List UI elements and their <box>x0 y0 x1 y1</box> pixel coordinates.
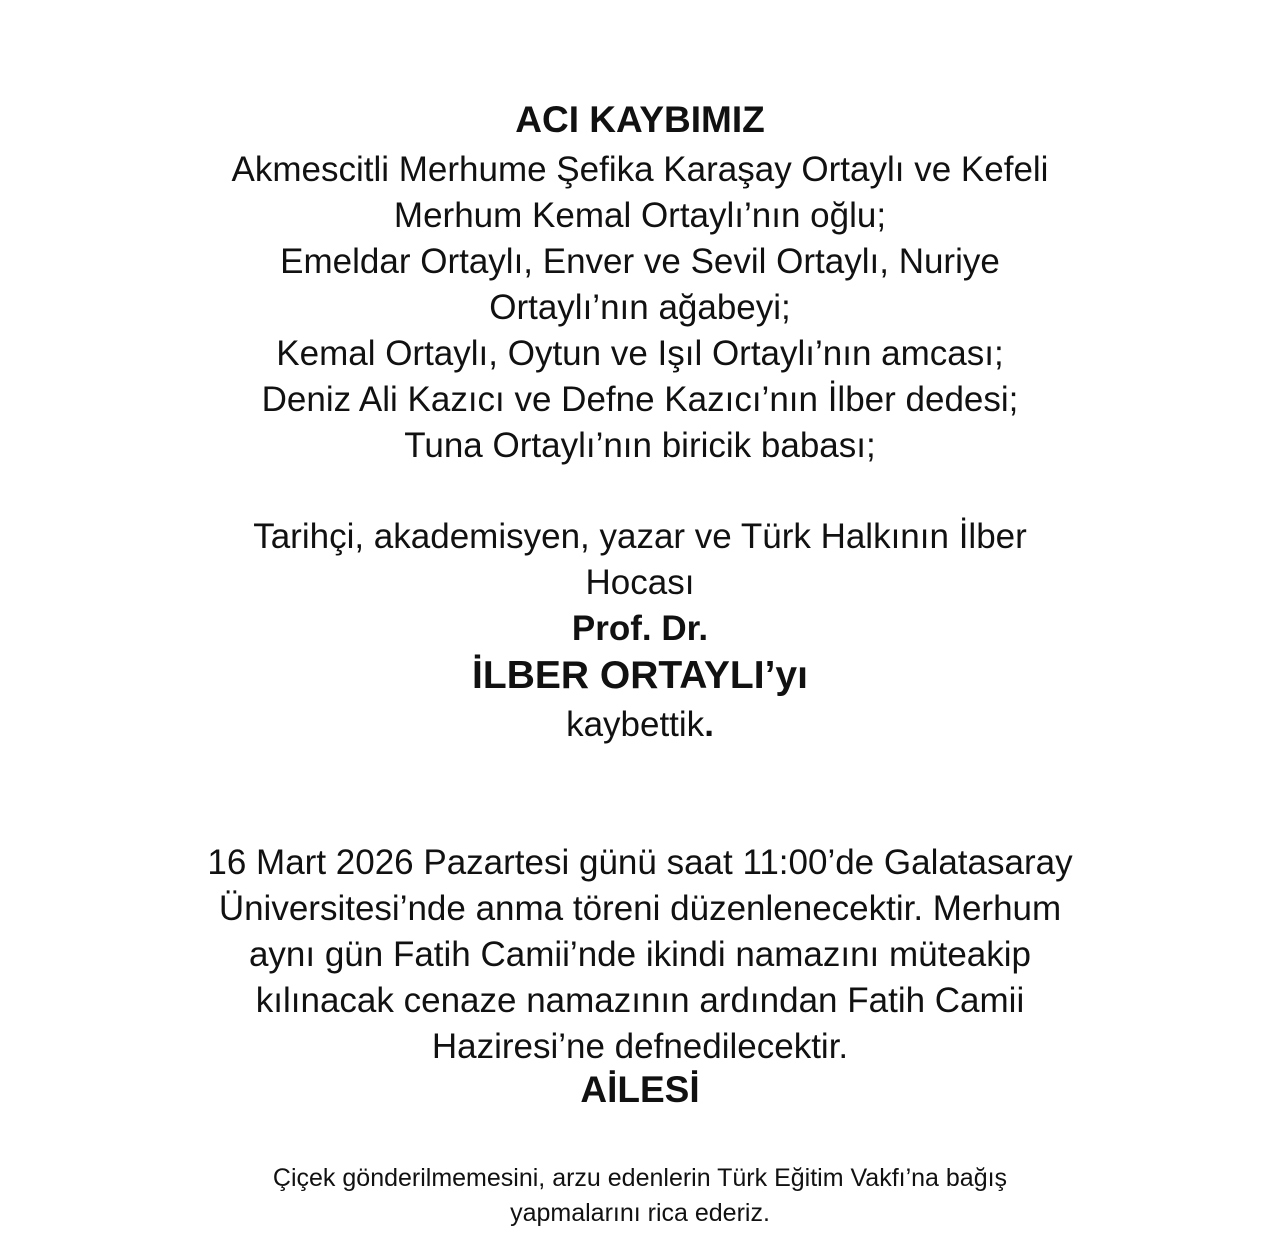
lost-text <box>0 705 1280 745</box>
ceremony-line: Üniversitesi’nde anma töreni düzenlenecektir. Merhum <box>218 889 1062 928</box>
honorific: Prof. Dr. <box>571 609 709 648</box>
description-line: Hocası <box>585 563 695 602</box>
family-line: Tuna Ortaylı’nın biricik babası; <box>404 426 876 465</box>
ceremony-line: aynı gün Fatih Camii’nde ikindi namazını müteakip <box>248 935 1032 974</box>
ceremony-line: 16 Mart 2026 Pazartesi günü saat 11:00’de Galatasaray <box>207 843 1073 882</box>
footnote-line: Çiçek gönderilmemesini, arzu edenlerin Türk Eğitim Vakfı’na bağış <box>272 1164 1008 1192</box>
lost-word: kaybettik <box>566 705 705 744</box>
signature: AİLESİ <box>580 1069 700 1110</box>
family-line: Merhum Kemal Ortaylı’nın oğlu; <box>393 196 887 235</box>
ceremony-line: Haziresi’ne defnedilecektir. <box>431 1027 849 1066</box>
family-line: Emeldar Ortaylı, Enver ve Sevil Ortaylı, Nuriye <box>280 242 1000 281</box>
lost-period: . <box>704 705 714 744</box>
description-line: Tarihçi, akademisyen, yazar ve Türk Halkının İlber <box>253 517 1027 556</box>
family-line: Kemal Ortaylı, Oytun ve Işıl Ortaylı’nın amcası; <box>276 334 1004 373</box>
footnote-line: yapmalarını rica ederiz. <box>510 1199 770 1227</box>
notice-heading: ACI KAYBIMIZ <box>515 99 765 140</box>
family-line: Ortaylı’nın ağabeyi; <box>489 288 791 327</box>
ceremony-line: kılınacak cenaze namazının ardından Fatih Camii <box>255 981 1025 1020</box>
family-line: Deniz Ali Kazıcı ve Defne Kazıcı’nın İlber dedesi; <box>261 380 1019 419</box>
family-line: Akmescitli Merhume Şefika Karaşay Ortaylı ve Kefeli <box>231 150 1049 189</box>
deceased-name: İLBER ORTAYLI’yı <box>472 654 808 697</box>
